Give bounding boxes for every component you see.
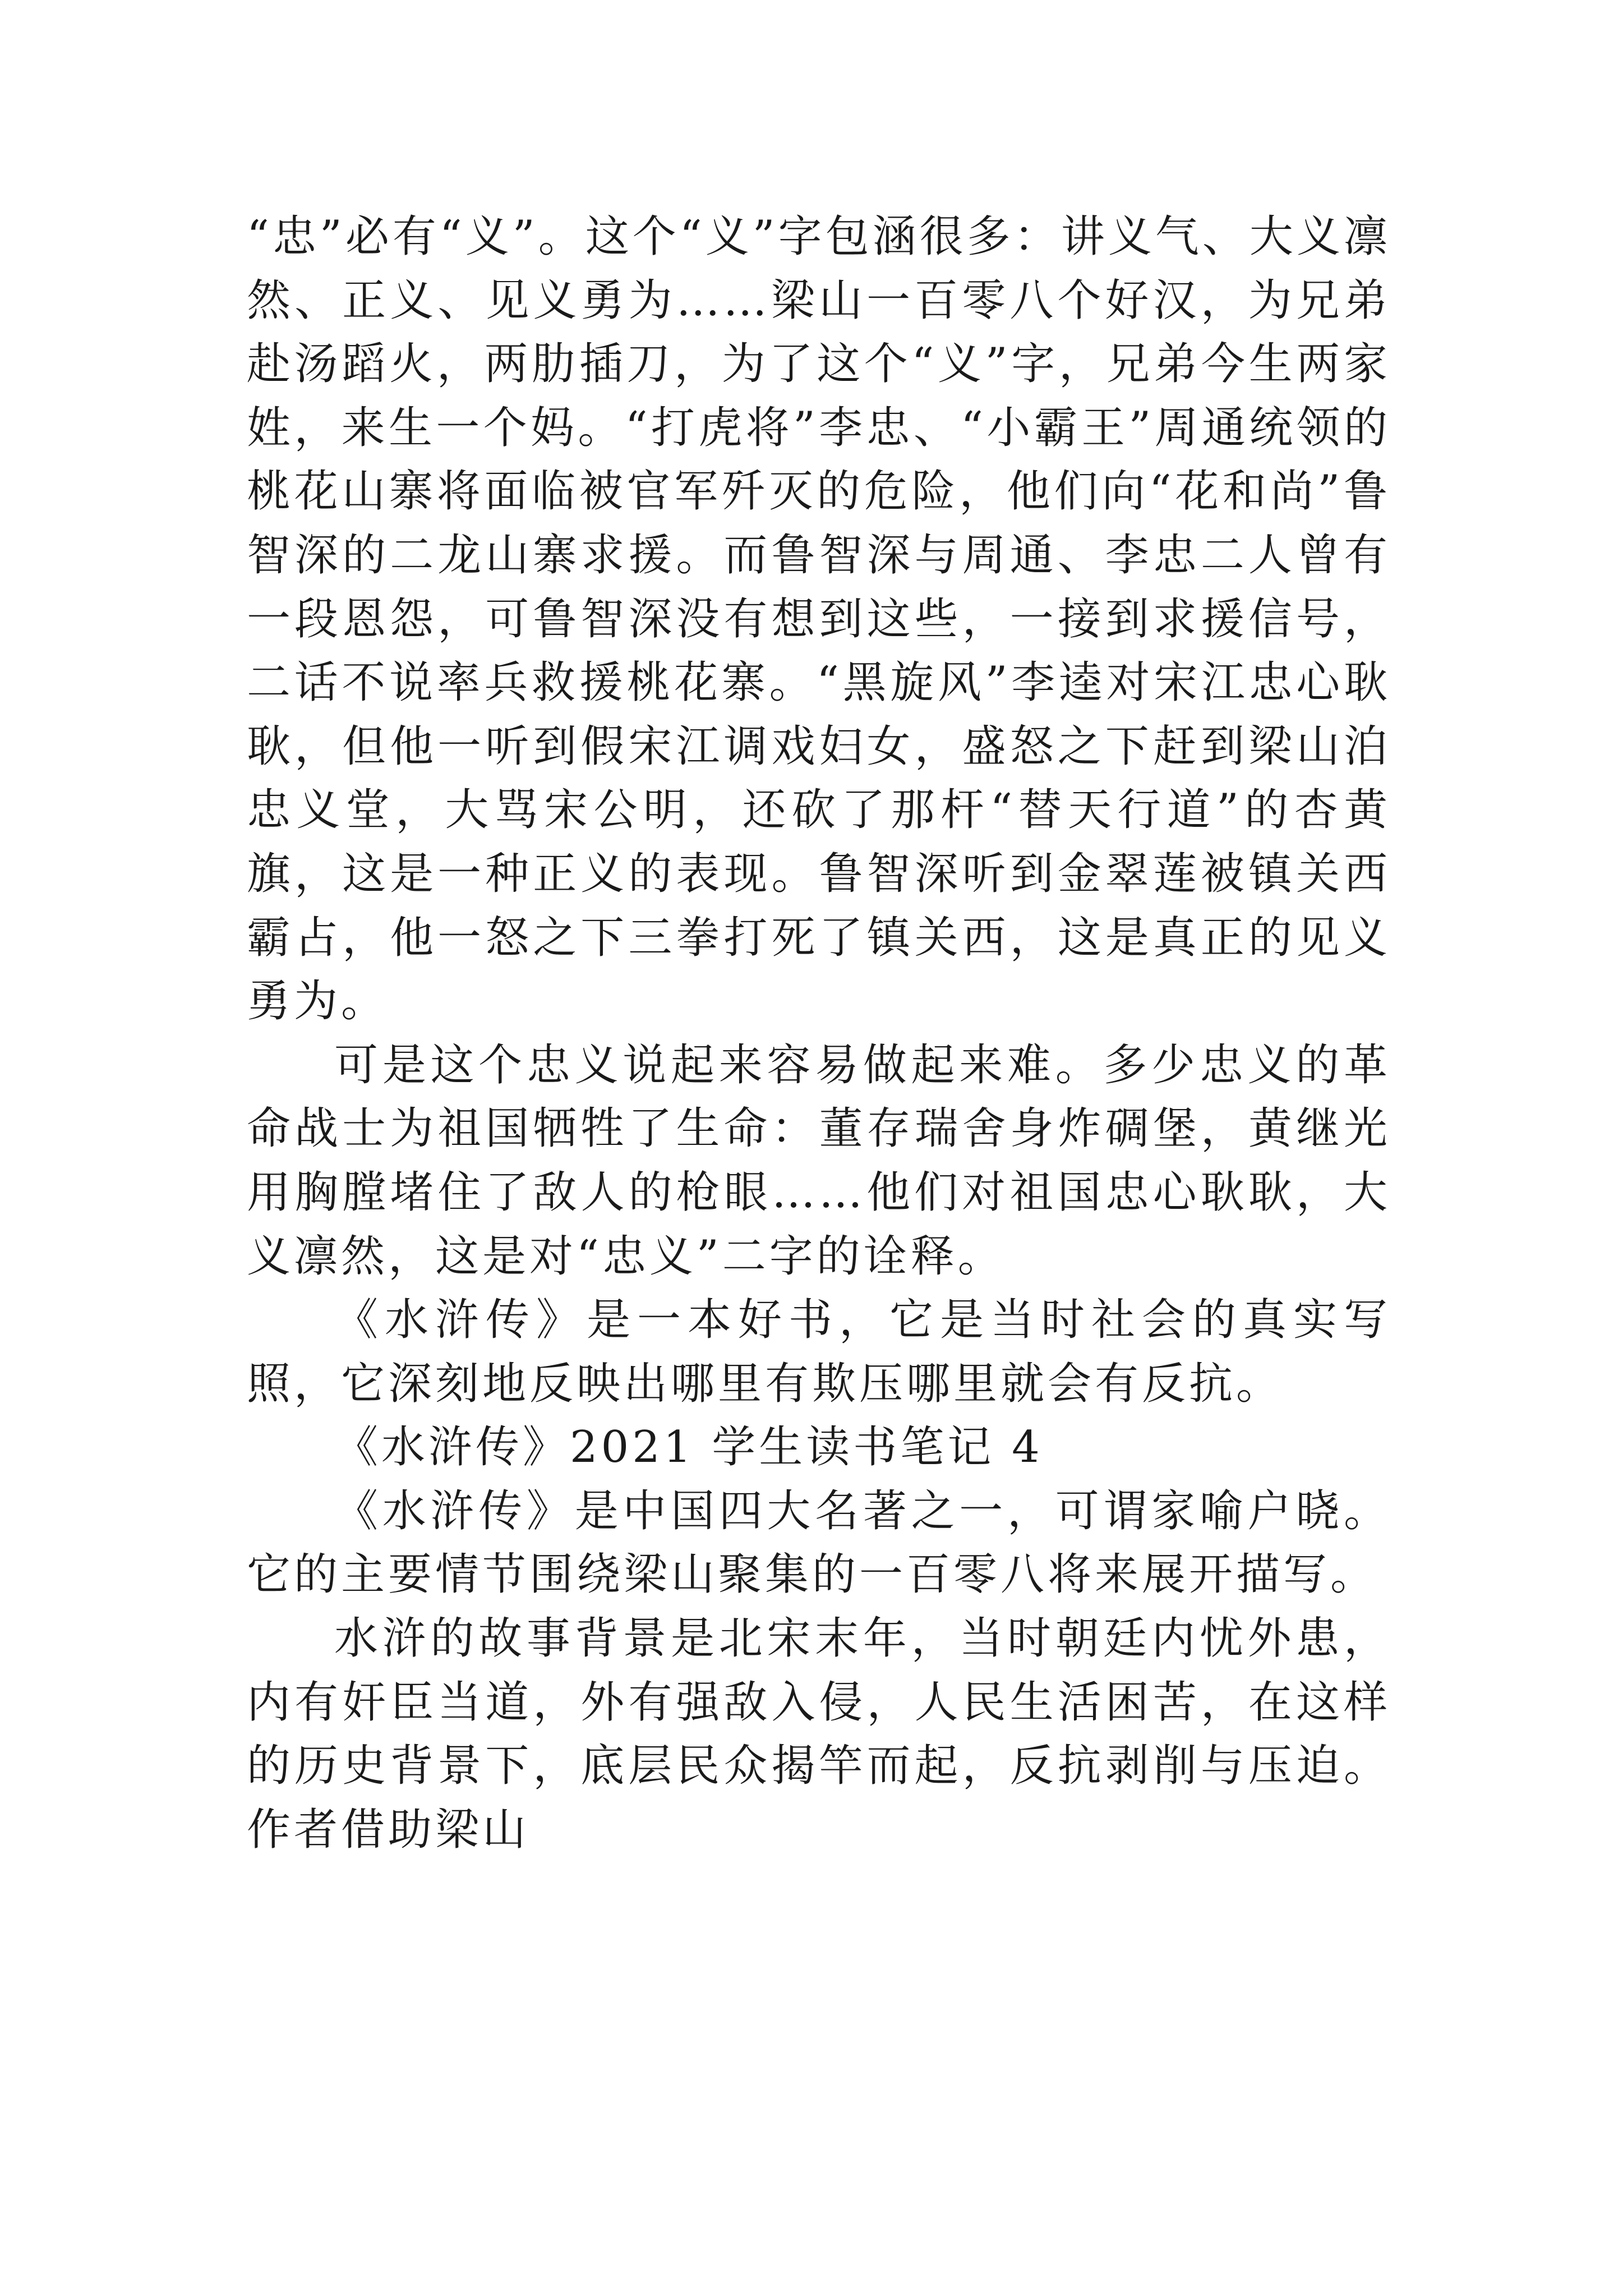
paragraph-revolutionary-martyrs: 可是这个忠义说起来容易做起来难。多少忠义的革命战士为祖国牺牲了生命：董存瑞舍身炸碉堡，黄继光用胸膛堵住了敌人的枪眼……他们对祖国忠心耿耿，大义凛然，这是对“忠义”二字的诠释。 xyxy=(247,1039,1391,1282)
document-body xyxy=(247,205,1391,1862)
paragraph-intro: 《水浒传》是中国四大名著之一，可谓家喻户晓。它的主要情节围绕梁山聚集的一百零八将来展开描写。 xyxy=(247,1485,1391,1600)
paragraph-background: 水浒的故事背景是北宋末年，当时朝廷内忧外患，内有奸臣当道，外有强敌入侵，人民生活困苦，在这样的历史背景下，底层民众揭竿而起，反抗剥削与压迫。作者借助梁山 xyxy=(247,1613,1391,1855)
paragraph-conclusion: 《水浒传》是一本好书，它是当时社会的真实写照，它深刻地反映出哪里有欺压哪里就会有反抗。 xyxy=(247,1295,1391,1409)
section-heading: 《水浒传》2021 学生读书笔记 4 xyxy=(334,1422,1043,1473)
paragraph-loyalty-righteousness: “忠”必有“义”。这个“义”字包涵很多：讲义气、大义凛然、正义、见义勇为……梁山一百零八个好汉，为兄弟赴汤蹈火，两肋插刀，为了这个“义”字，兄弟今生两家姓，来生一个妈。“打虎将”李忠、“小霸王”周通统领的桃花山寨将面临被官军歼灭的危险，他们向“花和尚”鲁智深的二龙山寨求援。而鲁智深与周通、李忠二人曾有一段恩怨，可鲁智深没有想到这些，一接到求援信号，二话不说率兵救援桃花寨。“黑旋风”李逵对宋江忠心耿耿，但他一听到假宋江调戏妇女，盛怒之下赶到梁山泊忠义堂，大骂宋公明，还砍了那杆“替天行道”的杏黄旗，这是一种正义的表现。鲁智深听到金翠莲被镇关西霸占，他一怒之下三拳打死了镇关西，这是真正的见义勇为。 xyxy=(247,211,1391,1027)
